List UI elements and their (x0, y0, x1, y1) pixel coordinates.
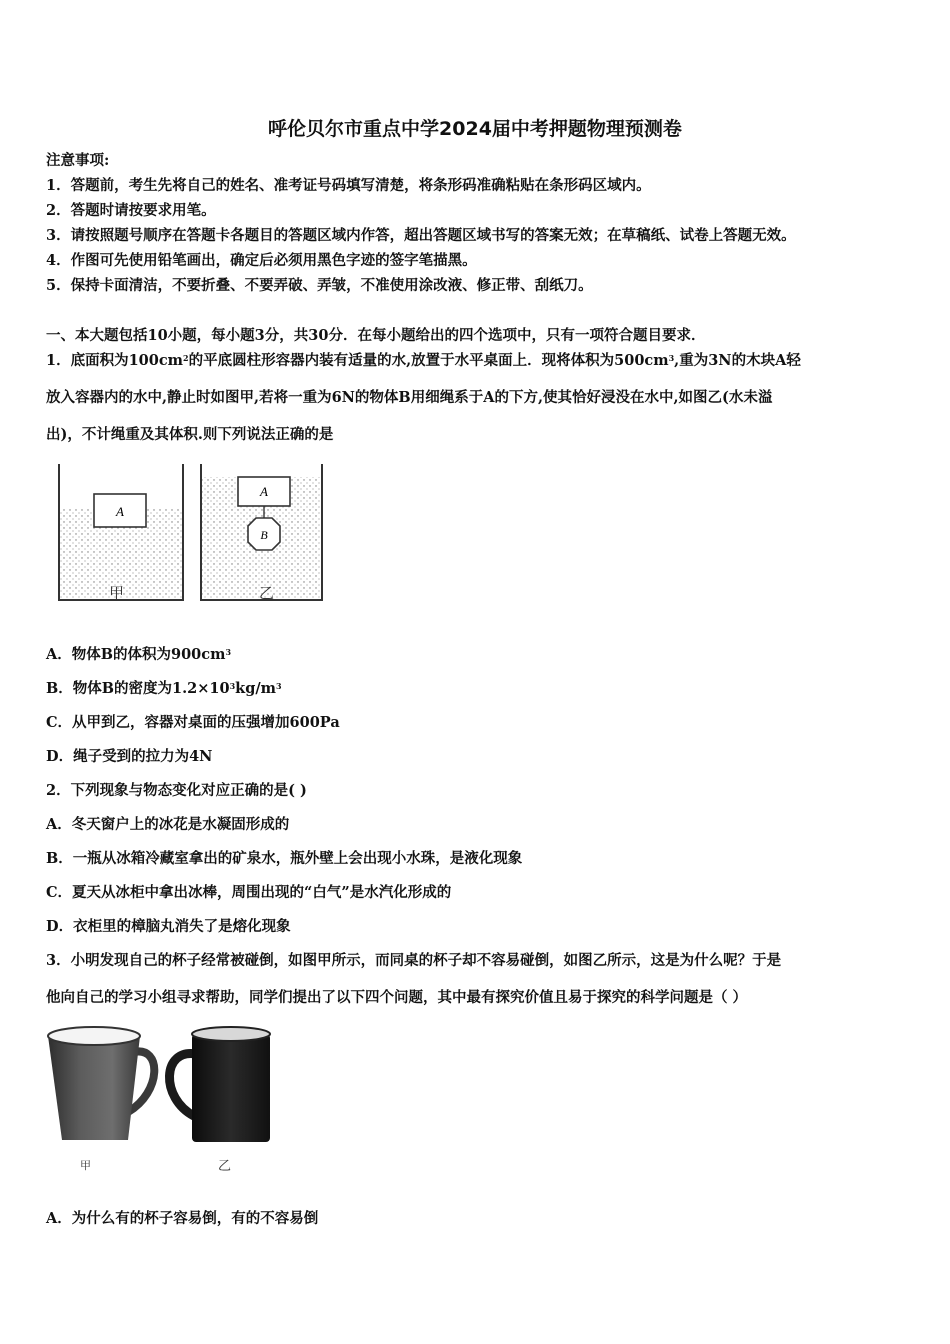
q3-line-2: 他向自己的学习小组寻求帮助，同学们提出了以下四个问题，其中最有探究价值且易于探究的科学问题是（ ） (46, 989, 748, 1006)
q1-sup-1: 2 (183, 353, 189, 363)
q1-option-a-text: A．物体B的体积为900cm (46, 646, 226, 663)
container-jia (59, 464, 183, 600)
block-b-label: B (260, 528, 268, 542)
notice-item-2: 2．答题时请按要求用笔。 (46, 202, 216, 219)
cup-yi-rim (192, 1027, 270, 1041)
cup-jia (48, 1027, 154, 1140)
q1-sup-2: 3 (668, 353, 675, 363)
q1-line-1 (46, 351, 801, 371)
q1-caption-jia: 甲 (109, 584, 125, 602)
page-title: 呼伦贝尔市重点中学2024届中考押题物理预测卷 (268, 118, 682, 140)
q1-option-b-sup2: 3 (275, 681, 282, 691)
notice-heading: 注意事项: (46, 152, 110, 169)
q1-option-b-text: B．物体B的密度为1.2×10 (46, 680, 230, 697)
q1-text-b: 的平底圆柱形容器内装有适量的水,放置于水平桌面上．现将体积为500cm (188, 352, 669, 369)
block-a-label-yi: A (260, 484, 268, 499)
notice-item-1: 1．答题前，考生先将自己的姓名、准考证号码填写清楚，将条形码准确粘贴在条形码区域内。 (46, 177, 651, 194)
cup-yi-body (192, 1034, 270, 1142)
cup-jia-body (48, 1036, 140, 1140)
q3-option-a: A．为什么有的杯子容易倒，有的不容易倒 (46, 1210, 319, 1227)
q1-option-a (46, 645, 231, 665)
notice-item-4: 4．作图可先使用铅笔画出，确定后必须用黑色字迹的签字笔描黑。 (46, 252, 477, 269)
q1-option-b-unit: kg/m (235, 680, 276, 697)
q1-line-3: 出)，不计绳重及其体积.则下列说法正确的是 (46, 426, 334, 443)
cup-jia-rim (48, 1027, 140, 1045)
cup-yi (169, 1027, 270, 1142)
q2-option-b: B．一瓶从冰箱冷藏室拿出的矿泉水，瓶外壁上会出现小水珠，是液化现象 (46, 850, 523, 867)
q1-text-a: 1．底面积为100cm (46, 352, 184, 369)
q2-option-a: A．冬天窗户上的冰花是水凝固形成的 (46, 816, 290, 833)
q1-option-c: C．从甲到乙，容器对桌面的压强增加600Pa (46, 714, 340, 731)
notice-item-3: 3．请按照题号顺序在答题卡各题目的答题区域内作答，超出答题区域书写的答案无效；在草稿纸、试卷上答题无效。 (46, 227, 796, 244)
q1-text-c: ,重为3N的木块A轻 (674, 352, 801, 369)
notice-item-5: 5．保持卡面清洁，不要折叠、不要弄破、弄皱，不准使用涂改液、修正带、刮纸刀。 (46, 277, 593, 294)
q3-caption-yi: 乙 (218, 1159, 232, 1174)
q2-option-c: C．夏天从冰柜中拿出冰棒，周围出现的“白气”是水汽化形成的 (46, 884, 452, 901)
q3-caption-jia: 甲 (80, 1159, 91, 1172)
q2-option-d: D．衣柜里的樟脑丸消失了是熔化现象 (46, 918, 291, 935)
q1-option-b-sup1: 3 (229, 681, 236, 691)
q3-figure (44, 1022, 284, 1152)
q1-option-a-sup: 3 (225, 647, 232, 657)
q1-option-b (46, 679, 282, 699)
section-intro: 一、本大题包括10小题，每小题3分，共30分．在每小题给出的四个选项中，只有一项符合题目要求． (46, 327, 706, 344)
q1-figure (50, 460, 340, 608)
q1-line-2: 放入容器内的水中,静止时如图甲,若将一重为6N的物体B用细绳系于A的下方,使其恰好浸没在水中,如图乙(水未溢 (46, 389, 773, 406)
block-a-label: A (116, 504, 124, 519)
q3-line-1: 3．小明发现自己的杯子经常被碰倒，如图甲所示，而同桌的杯子却不容易碰倒，如图乙所示，这是为什么呢？于是 (46, 952, 782, 969)
q1-option-d: D．绳子受到的拉力为4N (46, 748, 213, 765)
q1-caption-yi: 乙 (259, 584, 275, 602)
q2-stem: 2．下列现象与物态变化对应正确的是( ) (46, 782, 307, 799)
container-yi (201, 464, 322, 600)
